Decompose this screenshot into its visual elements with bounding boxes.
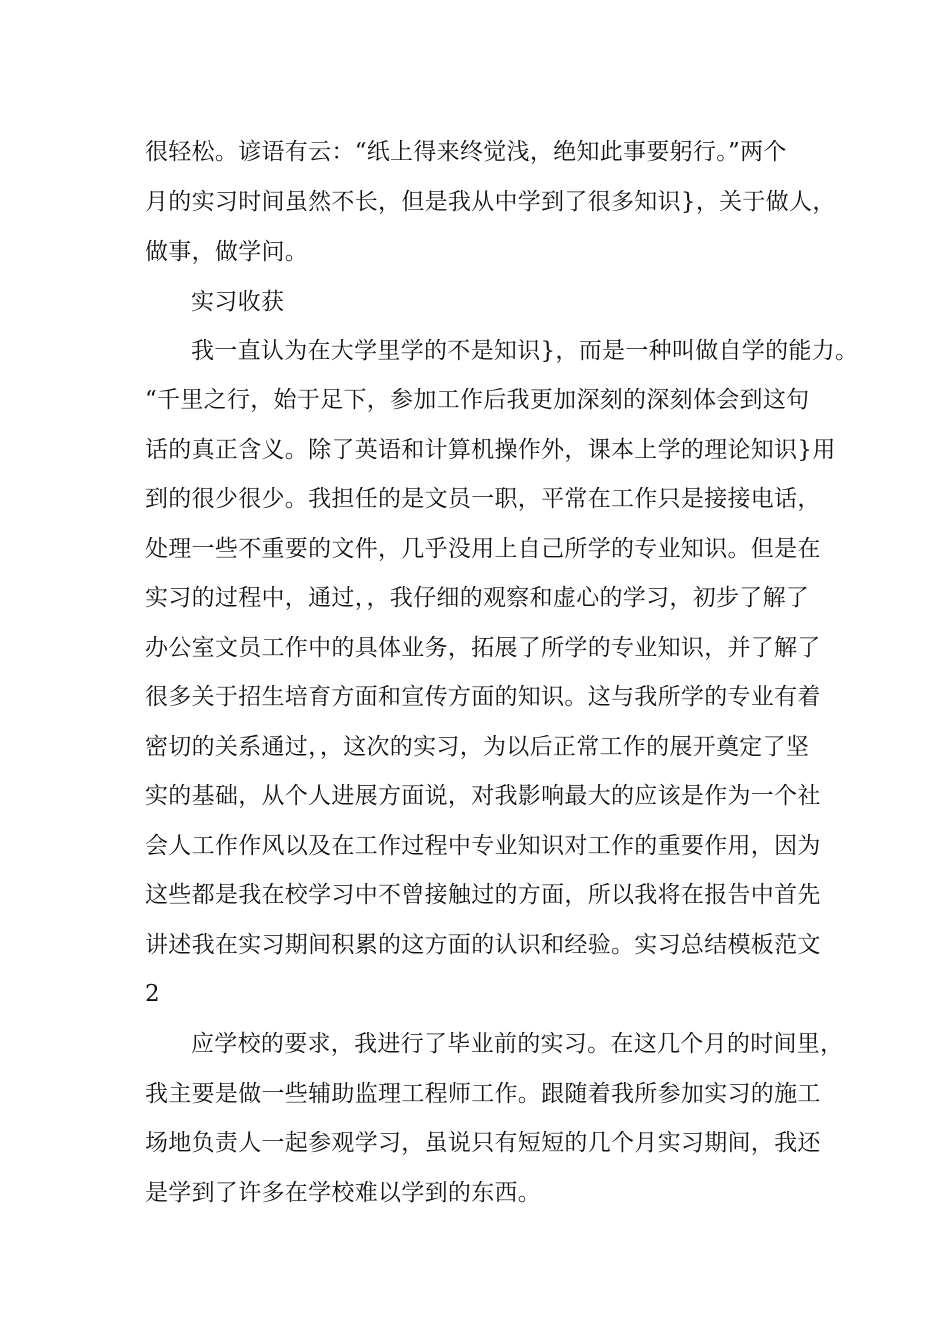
text-line: 实习的过程中，通过，，我仔细的观察和虚心的学习，初步了解了: [145, 585, 810, 611]
text-line: 很多关于招生培育方面和宣传方面的知识。这与我所学的专业有着: [145, 684, 821, 710]
text-line: 到的很少很少。我担任的是文员一职，平常在工作只是接接电话，: [145, 486, 821, 512]
text-line: 我一直认为在大学里学的不是知识}，而是一种叫做自学的能力。: [191, 338, 859, 364]
section-heading: 实习收获: [191, 289, 285, 315]
text-line: 是学到了许多在学校难以学到的东西。: [145, 1180, 542, 1206]
text-line: 应学校的要求，我进行了毕业前的实习。在这几个月的时间里，: [191, 1031, 844, 1057]
text-line: 会人工作作风以及在工作过程中专业知识对工作的重要作用，因为: [145, 833, 821, 859]
text-line: 话的真正含义。除了英语和计算机操作外，课本上学的理论知识}用: [145, 437, 836, 463]
text-line: 月的实习时间虽然不长，但是我从中学到了很多知识}，关于做人，: [145, 189, 836, 215]
text-line: 处理一些不重要的文件，几乎没用上自己所学的专业知识。但是在: [145, 536, 821, 562]
text-line: 很轻松。谚语有云：“纸上得来终觉浅，绝知此事要躬行。”两个: [145, 139, 787, 165]
text-line: “千里之行，始于足下，参加工作后我更加深刻的深刻体会到这句: [145, 387, 810, 413]
text-line: 讲述我在实习期间积累的这方面的认识和经验。实习总结模板范文: [145, 932, 821, 958]
text-line: 我主要是做一些辅助监理工程师工作。跟随着我所参加实习的施工: [145, 1081, 821, 1107]
text-line: 场地负责人一起参观学习，虽说只有短短的几个月实习期间，我还: [145, 1130, 821, 1156]
text-line: 这些都是我在校学习中不曾接触过的方面，所以我将在报告中首先: [145, 882, 821, 908]
text-line: 办公室文员工作中的具体业务，拓展了所学的专业知识，并了解了: [145, 635, 821, 661]
text-line: 实的基础，从个人进展方面说，对我影响最大的应该是作为一个社: [145, 783, 821, 809]
text-line: 做事，做学问。: [145, 239, 309, 265]
text-line: 2: [145, 981, 160, 1007]
text-line: 密切的关系通过，，这次的实习，为以后正常工作的展开奠定了坚: [145, 734, 810, 760]
